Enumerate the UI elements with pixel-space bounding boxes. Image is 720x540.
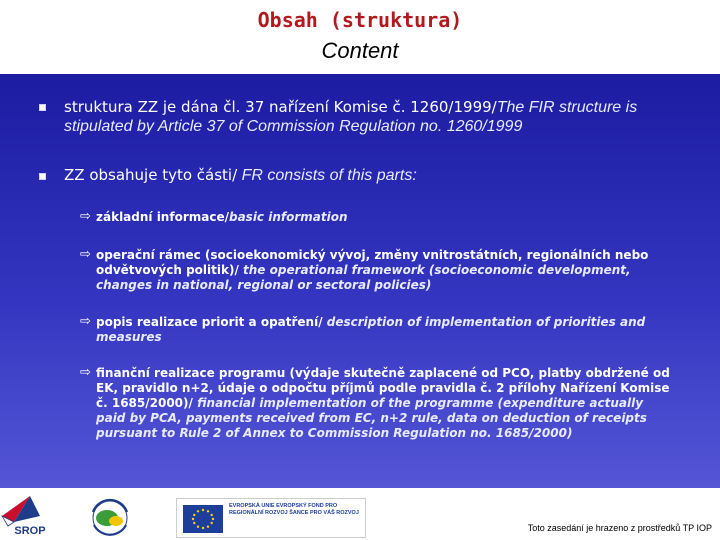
subitem-priorities <box>96 315 676 345</box>
hollow-arrow-right-icon: ⇨ <box>80 247 91 262</box>
subitem-text-cz: operační rámec (socioekonomický vývoj, změny vnitrostátních, regionálních nebo odvětvových politik)/ <box>96 248 649 277</box>
subitem-text-en: financial implementation of the programme (expenditure actually paid by PCA, payments received from EC, n+2 rule, data on deduction of receipts pursuant to Rule 2 of Annex to Commission Regulation no. 1685/2000) <box>96 396 647 440</box>
slide-header <box>0 0 720 74</box>
hollow-arrow-right-icon: ⇨ <box>80 365 91 380</box>
square-bullet-icon <box>39 173 46 180</box>
square-bullet-icon <box>39 104 46 111</box>
eu-fund-text: EVROPSKÁ UNIE EVROPSKÝ FOND PRO REGIONÁLNÍ ROZVOJ ŠANCE PRO VÁŠ ROZVOJ <box>229 503 359 516</box>
subitem-text-cz: popis realizace priorit a opatření/ <box>96 315 327 329</box>
srop-logo <box>0 492 62 538</box>
eu-logo-box <box>176 498 366 538</box>
eu-flag-icon <box>183 505 223 533</box>
subitem-operational-framework <box>96 248 676 293</box>
subitem-text-en: the operational framework (socioeconomic development, changes in national, regional or sectoral policies) <box>96 263 631 292</box>
hollow-arrow-right-icon: ⇨ <box>80 314 91 329</box>
subitem-basic-info <box>96 210 676 225</box>
subitem-text-cz: finanční realizace programu (výdaje skutečně zaplacené od PCO, platby obdržené od EK, pravidlo n+2, údaje o odpočtu příjmů podle pravidla č. 2 přílohy Nařízení Komise č. 1685/2000)/ <box>96 366 670 410</box>
bullet-item-structure <box>64 98 694 136</box>
hollow-arrow-right-icon: ⇨ <box>80 209 91 224</box>
funding-note: Toto zasedání je hrazeno z prostředků TP IOP <box>527 523 712 533</box>
subitem-text-en: basic information <box>228 210 348 224</box>
subitem-text-en: description of implementation of priorities and measures <box>96 315 646 344</box>
subitem-financial <box>96 366 676 441</box>
bullet-text-en: FR consists of this parts: <box>237 167 417 184</box>
subitem-text-cz: základní informace/ <box>96 210 229 224</box>
bullet-item-parts <box>64 166 694 185</box>
srop-logo-text: SROP <box>14 525 46 537</box>
bullet-text-en: The FIR structure is stipulated by Article 37 of Commission Regulation no. 1260/1999 <box>64 99 638 135</box>
bullet-text-cz: ZZ obsahuje tyto části/ <box>64 166 238 184</box>
ministry-logo <box>80 494 144 538</box>
slide-title: Obsah (struktura) <box>257 8 463 32</box>
bullet-text-cz: struktura ZZ je dána čl. 37 nařízení Komise č. 1260/1999/ <box>64 98 497 116</box>
slide-subtitle: Content <box>321 38 399 63</box>
